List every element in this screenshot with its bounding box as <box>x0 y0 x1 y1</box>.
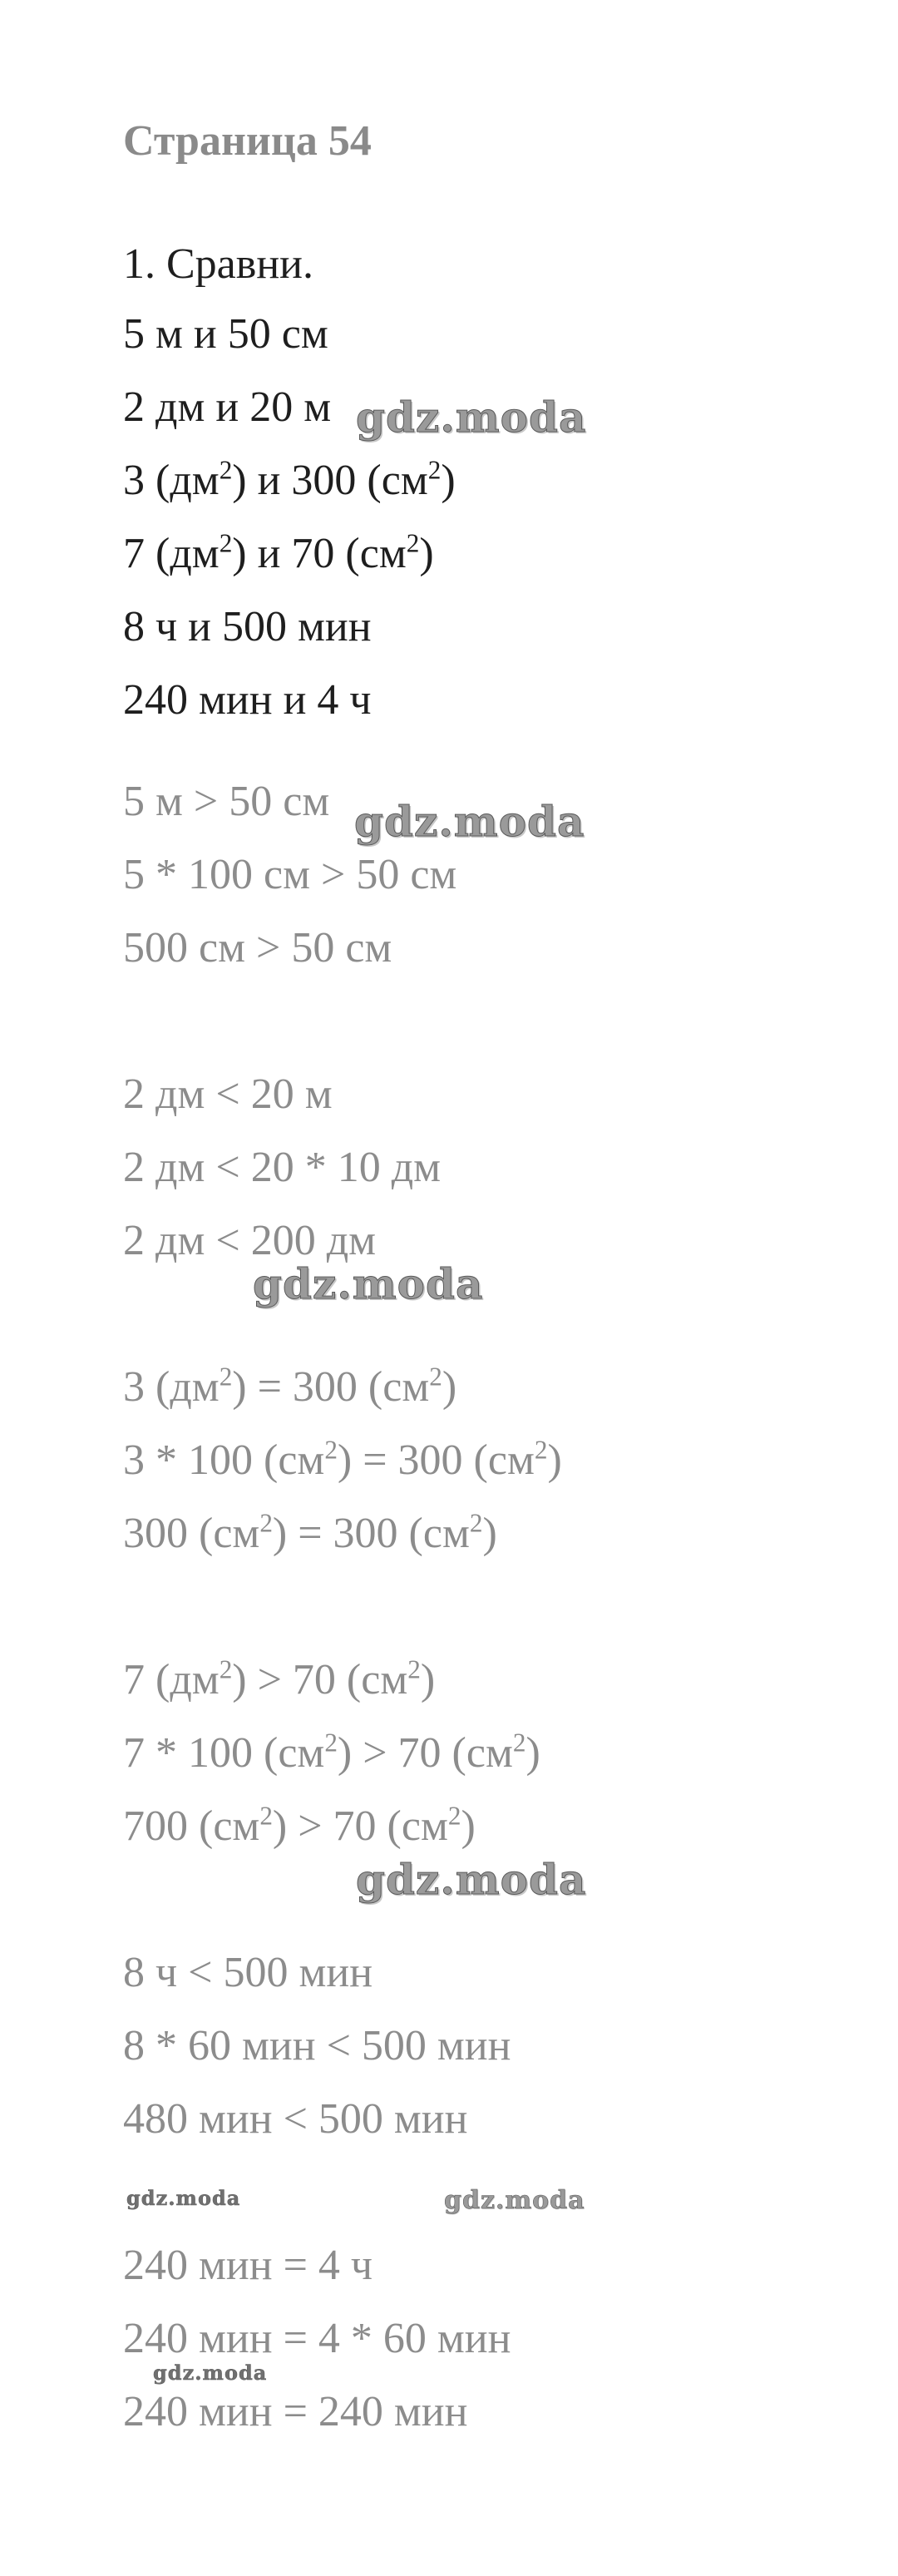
solution-2-line-3: 2 дм < 200 дм <box>123 1217 377 1264</box>
solution-2-line-1: 2 дм < 20 м <box>123 1070 333 1118</box>
watermark: gdz.moda <box>126 2186 241 2210</box>
solution-3-line-1: 3 $(дм^2) = 300$ $(см^2)$ <box>123 1362 457 1411</box>
solution-5-line-1: 8 ч < 500 мин <box>123 1949 373 1996</box>
task-line-6: 240 мин и 4 ч <box>123 676 372 724</box>
watermark: gdz.moda <box>444 2186 585 2215</box>
solution-3-line-3: 300 $(см^2) = 300$ $(см^2)$ <box>123 1508 497 1557</box>
watermark: gdz.moda <box>356 393 587 442</box>
page-title: Страница 54 <box>123 117 372 165</box>
watermark: gdz.moda <box>153 2361 268 2385</box>
watermark: gdz.moda <box>253 1259 484 1308</box>
task-line-3: 3 $(дм^2)$ и 300 $(см^2)$ <box>123 455 456 504</box>
solution-1-line-3: 500 см > 50 см <box>123 924 392 972</box>
solution-2-line-2: 2 дм < 20 * 10 дм <box>123 1144 442 1191</box>
solution-6-line-1: 240 мин = 4 ч <box>123 2242 373 2289</box>
task-line-2: 2 дм и 20 м <box>123 383 332 431</box>
task-line-5: 8 ч и 500 мин <box>123 603 372 650</box>
task-line-4: 7 $(дм^2)$ и 70 $(см^2)$ <box>123 528 434 577</box>
solution-4-line-1: 7 $(дм^2) > 70$ $(см^2)$ <box>123 1654 436 1703</box>
watermark: gdz.moda <box>354 797 585 846</box>
task-header: 1. Сравни. <box>123 240 313 288</box>
solution-4-line-2: 7 * 100 $(см^2) > 70$ $(см^2)$ <box>123 1728 540 1777</box>
solution-5-line-3: 480 мин < 500 мин <box>123 2095 468 2143</box>
task-line-1: 5 м и 50 см <box>123 310 328 358</box>
solution-6-line-3: 240 мин = 240 мин <box>123 2388 468 2435</box>
solution-6-line-2: 240 мин = 4 * 60 мин <box>123 2315 511 2362</box>
solution-3-line-2: 3 * 100 $(см^2) = 300$ $(см^2)$ <box>123 1435 562 1484</box>
watermark: gdz.moda <box>356 1855 587 1904</box>
solution-4-line-3: 700 $(см^2) > 70$ $(см^2)$ <box>123 1801 476 1850</box>
solution-1-line-1: 5 м > 50 см <box>123 778 330 825</box>
solution-1-line-2: 5 * 100 см > 50 см <box>123 851 457 898</box>
solution-5-line-2: 8 * 60 мин < 500 мин <box>123 2022 511 2069</box>
